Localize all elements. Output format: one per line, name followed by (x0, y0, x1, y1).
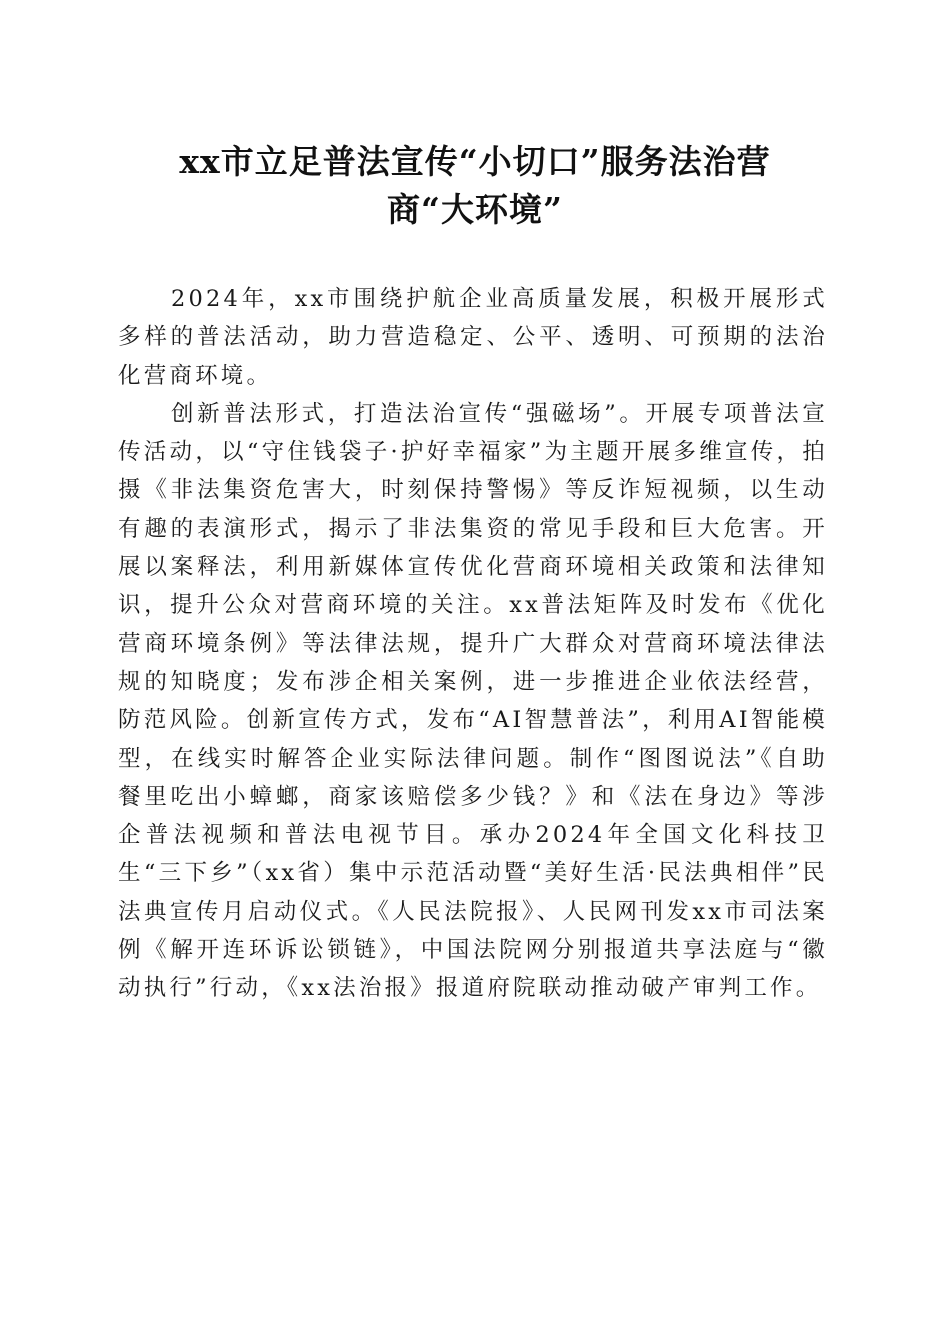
title-line-1: xx市立足普法宣传“小切口”服务法治营 (179, 142, 771, 181)
title-line-2: 商“大环境” (387, 190, 563, 229)
document-body (118, 280, 828, 1008)
document-title (118, 138, 832, 234)
paragraph-innovation: 创新普法形式，打造法治宣传“强磁场”。开展专项普法宣传活动，以“守住钱袋子·护好幸福家”为主题开展多维宣传，拍摄《非法集资危害大，时刻保持警惕》等反诈短视频，以生动有趣的表演形式，揭示了非法集资的常见手段和巨大危害。开展以案释法，利用新媒体宣传优化营商环境相关政策和法律知识，提升公众对营商环境的关注。xx普法矩阵及时发布《优化营商环境条例》等法律法规，提升广大群众对营商环境法律法规的知晓度；发布涉企相关案例，进一步推进企业依法经营，防范风险。创新宣传方式，发布“AI智慧普法”，利用AI智能模型，在线实时解答企业实际法律问题。制作“图图说法”《自助餐里吃出小蟑螂，商家该赔偿多少钱？》和《法在身边》等涉企普法视频和普法电视节目。承办2024年全国文化科技卫生“三下乡”（xx省）集中示范活动暨“美好生活·民法典相伴”民法典宣传月启动仪式。《人民法院报》、人民网刊发xx市司法案例《解开连环诉讼锁链》，中国法院网分别报道共享法庭与“徽动执行”行动，《xx法治报》报道府院联动推动破产审判工作。 (118, 400, 828, 1002)
paragraph-intro: 2024年，xx市围绕护航企业高质量发展，积极开展形式多样的普法活动，助力营造稳定、公平、透明、可预期的法治化营商环境。 (118, 286, 828, 389)
